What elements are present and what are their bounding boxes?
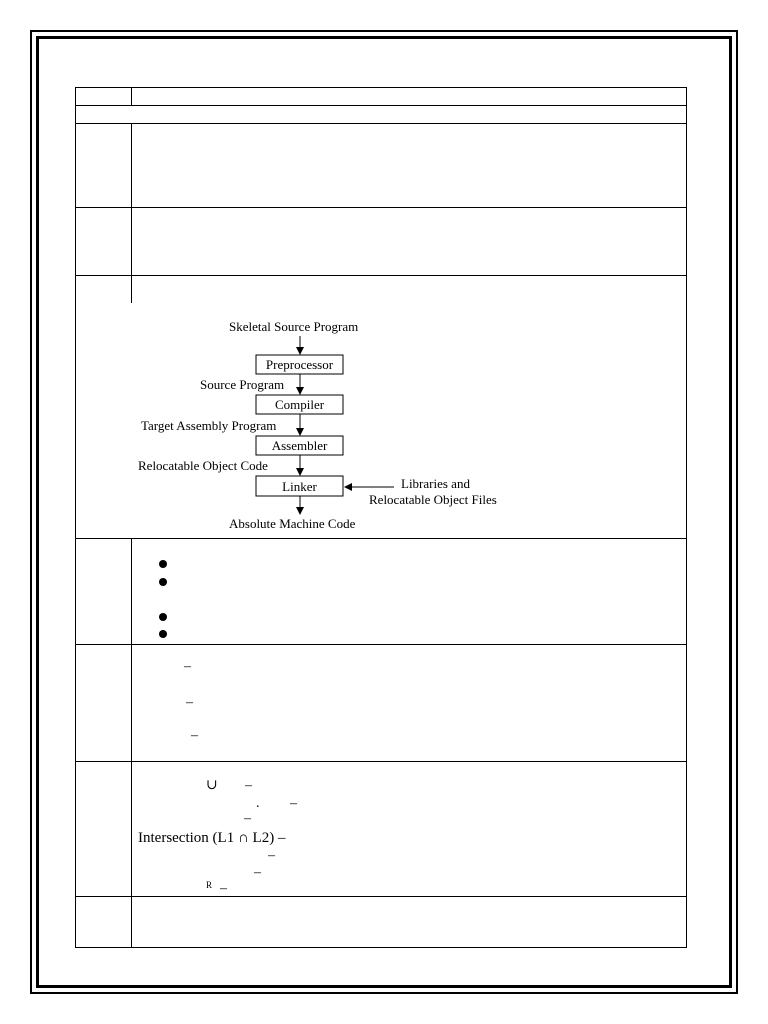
dash-fragment: –	[186, 695, 193, 710]
source-program-label: Source Program	[200, 377, 285, 392]
dash-fragment: –	[290, 796, 297, 811]
bullet-point	[159, 560, 167, 568]
dash-fragment: –	[184, 659, 191, 674]
bullet-point	[159, 613, 167, 621]
preprocessor-label: Preprocessor	[265, 357, 334, 372]
absolute-machine-code-label: Absolute Machine Code	[229, 516, 356, 531]
dash-fragment: –	[244, 811, 251, 826]
dash-fragment: –	[245, 778, 252, 793]
bullet-point	[159, 630, 167, 638]
target-assembly-label: Target Assembly Program	[141, 418, 277, 433]
assembler-label: Assembler	[271, 438, 328, 453]
dash-fragment: –	[220, 881, 227, 896]
linker-label: Linker	[282, 479, 317, 494]
diagram-input-label: Skeletal Source Program	[229, 319, 359, 334]
relocatable-object-files-label: Relocatable Object Files	[369, 492, 497, 507]
union-symbol: ∪	[206, 778, 218, 793]
compiler-label: Compiler	[274, 397, 325, 412]
dash-fragment: –	[191, 728, 198, 743]
reverse-superscript: R	[206, 880, 213, 890]
bullet-point	[159, 578, 167, 586]
dash-fragment: –	[268, 848, 275, 863]
dash-fragment: –	[254, 865, 261, 880]
relocatable-object-code-label: Relocatable Object Code	[138, 458, 268, 473]
intersection-label: Intersection (L1 ∩ L2) –	[138, 830, 286, 846]
dot-fragment: .	[256, 796, 260, 811]
libraries-label: Libraries and	[401, 476, 470, 491]
